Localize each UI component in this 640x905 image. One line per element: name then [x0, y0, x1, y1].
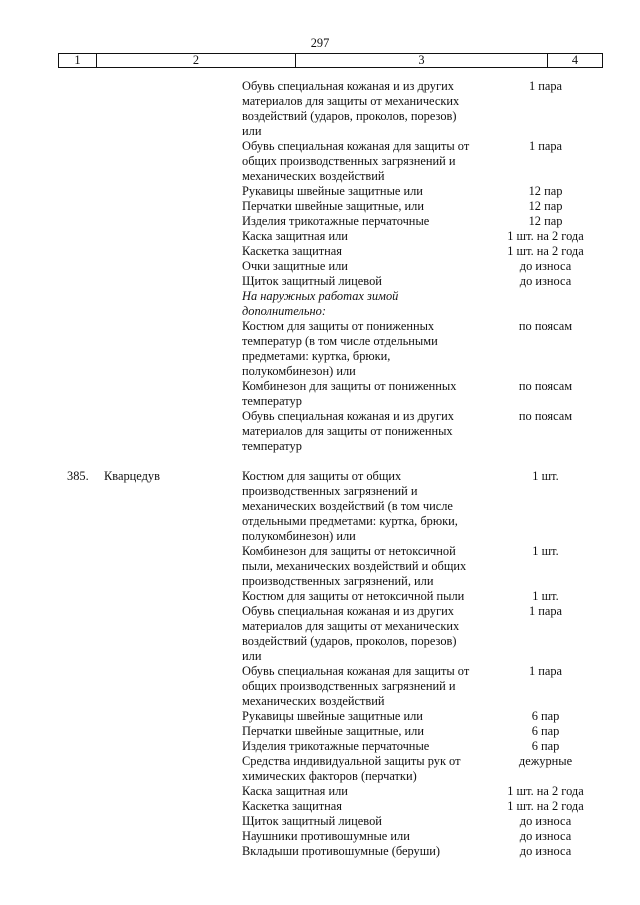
issue-norm: до износа	[519, 274, 572, 288]
ppe-item: предметами: куртка, брюки,	[242, 349, 391, 363]
table-row	[0, 154, 640, 169]
issue-norm: по поясам	[518, 379, 573, 393]
table-row	[0, 664, 640, 679]
ppe-item: механических воздействий	[242, 169, 385, 183]
ppe-item: общих производственных загрязнений и	[242, 154, 456, 168]
table-row	[0, 334, 640, 349]
table-row	[0, 649, 640, 664]
issue-norm: по поясам	[518, 319, 573, 333]
ppe-item: воздействий (ударов, проколов, порезов)	[242, 109, 457, 123]
issue-norm: 1 шт. на 2 года	[507, 229, 584, 243]
table-row	[0, 739, 640, 754]
table-row	[0, 319, 640, 334]
table-row	[0, 829, 640, 844]
table-row	[0, 244, 640, 259]
issue-norm: 6 пар	[531, 724, 560, 738]
page-number: 297	[310, 36, 330, 50]
ppe-item: Наушники противошумные или	[242, 829, 410, 843]
table-row	[0, 199, 640, 214]
issue-norm: по поясам	[518, 409, 573, 423]
item-number: 385.	[67, 469, 89, 483]
ppe-item: температур	[242, 439, 302, 453]
ppe-item: или	[242, 649, 262, 663]
ppe-item: Щиток защитный лицевой	[242, 274, 382, 288]
ppe-item: материалов для защиты от механических	[242, 619, 460, 633]
ppe-item: отдельными предметами: куртка, брюки,	[242, 514, 458, 528]
column-header-3: 3	[295, 54, 547, 67]
ppe-item: температур (в том числе отдельными	[242, 334, 438, 348]
ppe-item: Перчатки швейные защитные, или	[242, 199, 424, 213]
ppe-item: Костюм для защиты от общих	[242, 469, 402, 483]
table-row	[0, 484, 640, 499]
ppe-item: Костюм для защиты от пониженных	[242, 319, 435, 333]
table-row	[0, 79, 640, 94]
ppe-item: Каскетка защитная	[242, 799, 342, 813]
ppe-item: общих производственных загрязнений и	[242, 679, 456, 693]
table-row	[0, 259, 640, 274]
issue-norm: 1 шт.	[532, 469, 559, 483]
table-row	[0, 184, 640, 199]
ppe-item: Комбинезон для защиты от нетоксичной	[242, 544, 456, 558]
ppe-item: материалов для защиты от пониженных	[242, 424, 453, 438]
table-row	[0, 754, 640, 769]
table-row	[0, 529, 640, 544]
table-row	[0, 559, 640, 574]
table-row	[0, 214, 640, 229]
table-row	[0, 634, 640, 649]
table-row	[0, 499, 640, 514]
ppe-item: Обувь специальная кожаная для защиты от	[242, 139, 470, 153]
ppe-item: Комбинезон для защиты от пониженных	[242, 379, 457, 393]
table-row	[0, 784, 640, 799]
table-row	[0, 169, 640, 184]
ppe-item: производственных загрязнений, или	[242, 574, 434, 588]
issue-norm: 1 шт.	[532, 589, 559, 603]
ppe-item: Изделия трикотажные перчаточные	[242, 214, 430, 228]
ppe-item: механических воздействий (в том числе	[242, 499, 453, 513]
column-header-2: 2	[96, 54, 295, 67]
issue-norm: до износа	[519, 844, 572, 858]
table-row	[0, 814, 640, 829]
issue-norm: до износа	[519, 259, 572, 273]
issue-norm: 1 шт. на 2 года	[507, 244, 584, 258]
issue-norm: 1 пара	[528, 79, 563, 93]
issue-norm: 1 шт. на 2 года	[507, 784, 584, 798]
table-row	[0, 544, 640, 559]
table-row	[0, 139, 640, 154]
ppe-item: полукомбинезон) или	[242, 364, 356, 378]
issue-norm: 12 пар	[528, 214, 563, 228]
table-row	[0, 304, 640, 319]
table-row	[0, 514, 640, 529]
table-row	[0, 619, 640, 634]
ppe-item: температур	[242, 394, 302, 408]
ppe-item: Средства индивидуальной защиты рук от	[242, 754, 461, 768]
table-row	[0, 409, 640, 424]
ppe-item: На наружных работах зимой	[242, 289, 399, 303]
table-row	[0, 694, 640, 709]
table-header-row	[58, 53, 603, 68]
issue-norm: до износа	[519, 829, 572, 843]
ppe-item: дополнительно:	[242, 304, 326, 318]
ppe-item: Каскетка защитная	[242, 244, 342, 258]
table-row	[0, 394, 640, 409]
table-row	[0, 109, 640, 124]
table-row	[0, 574, 640, 589]
issue-norm: 6 пар	[531, 709, 560, 723]
issue-norm: до износа	[519, 814, 572, 828]
issue-norm: 1 пара	[528, 139, 563, 153]
ppe-item: или	[242, 124, 262, 138]
issue-norm: 1 шт. на 2 года	[507, 799, 584, 813]
ppe-item: материалов для защиты от механических	[242, 94, 460, 108]
issue-norm: 12 пар	[528, 184, 563, 198]
ppe-item: Костюм для защиты от нетоксичной пыли	[242, 589, 465, 603]
issue-norm: 6 пар	[531, 739, 560, 753]
ppe-item: полукомбинезон) или	[242, 529, 356, 543]
ppe-item: Очки защитные или	[242, 259, 348, 273]
table-row	[0, 439, 640, 454]
ppe-item: производственных загрязнений и	[242, 484, 418, 498]
column-header-1: 1	[74, 53, 81, 67]
ppe-item: Каска защитная или	[242, 784, 348, 798]
issue-norm: 1 пара	[528, 604, 563, 618]
table-row	[0, 289, 640, 304]
issue-norm: дежурные	[518, 754, 573, 768]
table-row	[0, 469, 640, 484]
table-row	[0, 349, 640, 364]
table-row	[0, 724, 640, 739]
profession-name: Кварцедув	[104, 469, 160, 483]
ppe-item: химических факторов (перчатки)	[242, 769, 417, 783]
ppe-item: Обувь специальная кожаная для защиты от	[242, 664, 470, 678]
ppe-item: Изделия трикотажные перчаточные	[242, 739, 430, 753]
ppe-item: Рукавицы швейные защитные или	[242, 184, 423, 198]
ppe-item: Обувь специальная кожаная и из других	[242, 79, 454, 93]
table-row	[0, 769, 640, 784]
table-row	[0, 679, 640, 694]
ppe-item: Обувь специальная кожаная и из других	[242, 409, 454, 423]
issue-norm: 1 шт.	[532, 544, 559, 558]
column-header-4: 4	[547, 54, 602, 67]
table-row	[0, 604, 640, 619]
table-row	[0, 274, 640, 289]
ppe-item: Рукавицы швейные защитные или	[242, 709, 423, 723]
table-row	[0, 844, 640, 859]
issue-norm: 12 пар	[528, 199, 563, 213]
table-row	[0, 364, 640, 379]
ppe-item: Каска защитная или	[242, 229, 348, 243]
table-row	[0, 799, 640, 814]
ppe-item: Перчатки швейные защитные, или	[242, 724, 424, 738]
ppe-item: Вкладыши противошумные (беруши)	[242, 844, 440, 858]
ppe-item: Щиток защитный лицевой	[242, 814, 382, 828]
ppe-item: Обувь специальная кожаная и из других	[242, 604, 454, 618]
issue-norm: 1 пара	[528, 664, 563, 678]
table-body	[0, 79, 640, 859]
table-row	[0, 379, 640, 394]
table-row	[0, 424, 640, 439]
table-row	[0, 229, 640, 244]
table-row	[0, 709, 640, 724]
row-spacer	[0, 454, 640, 469]
ppe-item: пыли, механических воздействий и общих	[242, 559, 467, 573]
table-row	[0, 589, 640, 604]
table-row	[0, 94, 640, 109]
ppe-item: механических воздействий	[242, 694, 385, 708]
ppe-item: воздействий (ударов, проколов, порезов)	[242, 634, 457, 648]
table-row	[0, 124, 640, 139]
